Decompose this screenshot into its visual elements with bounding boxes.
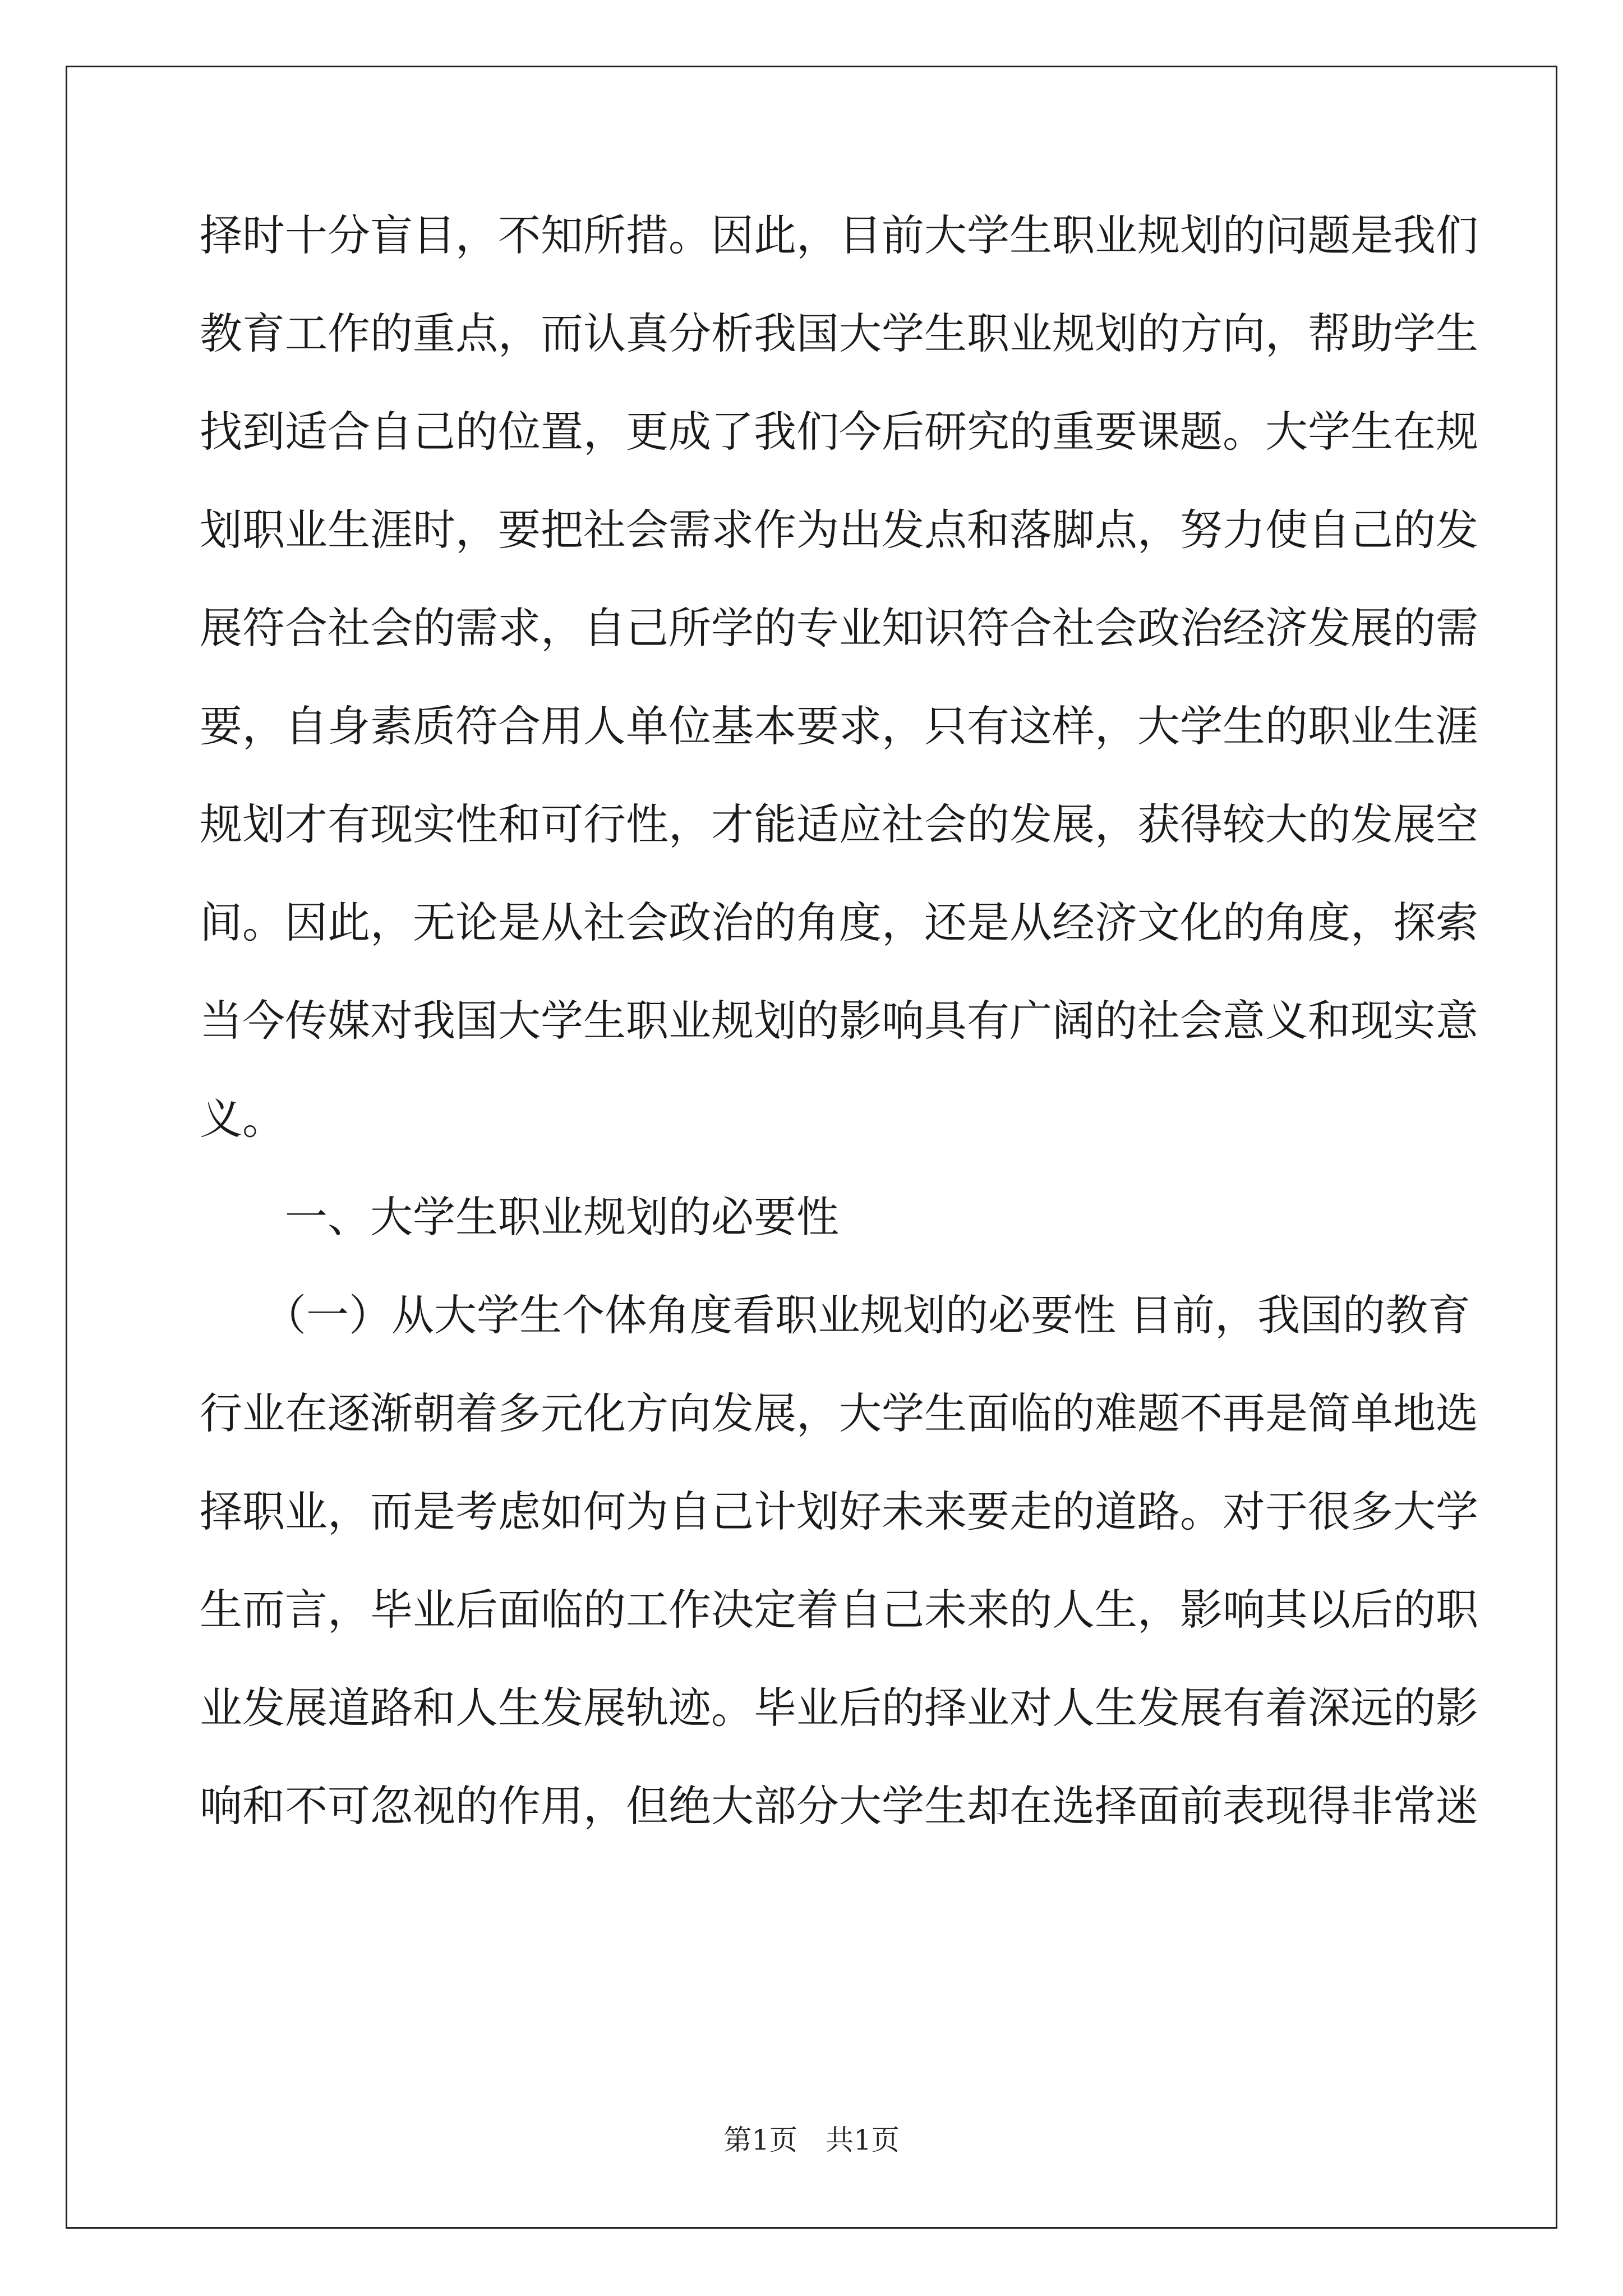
paragraph-line: 生而言，毕业后面临的工作决定着自己未来的人生，影响其以后的职 xyxy=(200,1585,1478,1635)
paragraph-line: 划职业生涯时，要把社会需求作为出发点和落脚点，努力使自己的发 xyxy=(200,505,1478,555)
paragraph-line: 展符合社会的需求，自己所学的专业知识符合社会政治经济发展的需 xyxy=(200,603,1478,653)
paragraph-line: 行业在逐渐朝着多元化方向发展，大学生面临的难题不再是简单地选 xyxy=(200,1388,1478,1438)
page-border xyxy=(66,66,1557,2229)
paragraph-line: 要，自身素质符合用人单位基本要求，只有这样，大学生的职业生涯 xyxy=(200,701,1478,751)
paragraph-line: 间。因此，无论是从社会政治的角度，还是从经济文化的角度，探索 xyxy=(200,898,1478,947)
paragraph-line: 义。 xyxy=(200,1094,285,1144)
paragraph-line: 规划才有现实性和可行性，才能适应社会的发展，获得较大的发展空 xyxy=(200,799,1478,849)
paragraph-line: 教育工作的重点，而认真分析我国大学生职业规划的方向，帮助学生 xyxy=(200,309,1478,358)
page-footer: 第1页 共1页 xyxy=(723,2124,900,2156)
section-heading: 一、大学生职业规划的必要性 xyxy=(285,1192,839,1242)
subsection-line: （一）从大学生个体角度看职业规划的必要性 目前，我国的教育 xyxy=(264,1290,1471,1340)
paragraph-line: 业发展道路和人生发展轨迹。毕业后的择业对人生发展有着深远的影 xyxy=(200,1683,1478,1733)
paragraph-line: 找到适合自己的位置，更成了我们今后研究的重要课题。大学生在规 xyxy=(200,407,1478,457)
paragraph-line: 择时十分盲目，不知所措。因此，目前大学生职业规划的问题是我们 xyxy=(200,210,1478,260)
paragraph-line: 响和不可忽视的作用，但绝大部分大学生却在选择面前表现得非常迷 xyxy=(200,1781,1478,1831)
paragraph-line: 择职业，而是考虑如何为自己计划好未来要走的道路。对于很多大学 xyxy=(200,1487,1478,1536)
paragraph-line: 当今传媒对我国大学生职业规划的影响具有广阔的社会意义和现实意 xyxy=(200,996,1478,1046)
